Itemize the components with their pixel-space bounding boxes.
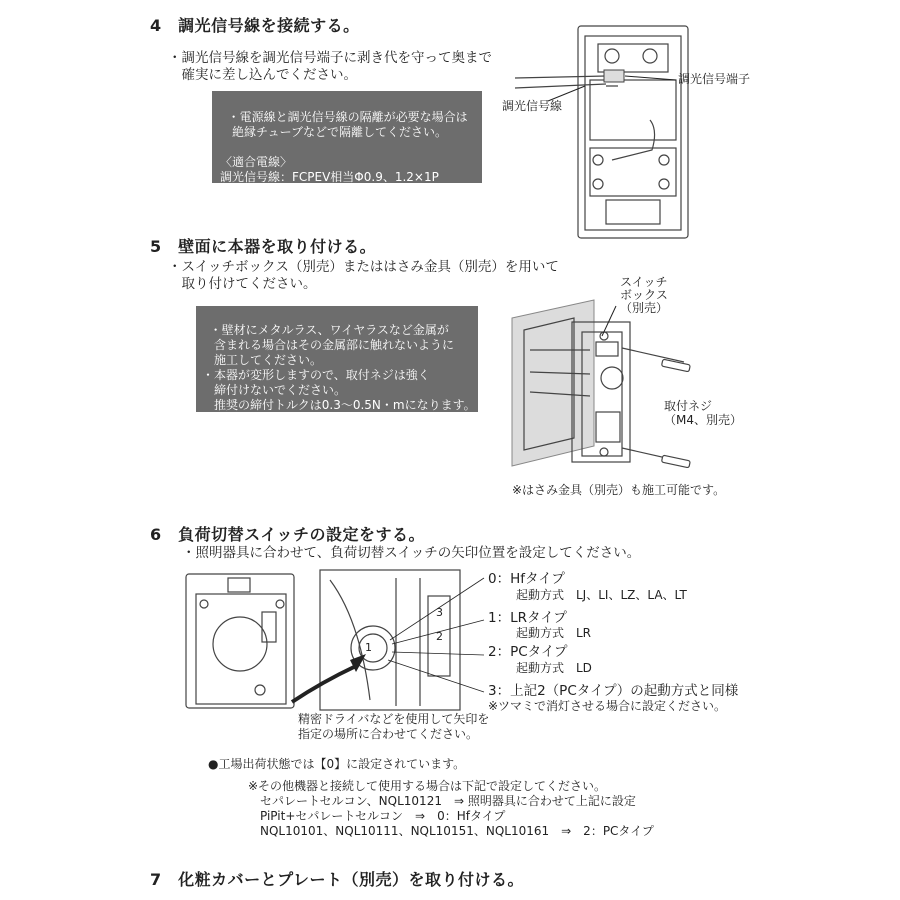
wire-label: 調光信号線 — [502, 99, 563, 113]
step6-heading: 6 負荷切替スイッチの設定をする。 — [150, 525, 425, 544]
other-devices-note: ※その他機器と接続して使用する場合は下記で設定してください。 セパレートセルコン、NQL10121 ⇒ 照明器具に合わせて上記に設定 PiPit+セパレートセルコン ⇒ 0：Hfタイプ NQL10101、NQL10111、NQL10151、NQL10161 ⇒ 2：PCタイプ — [248, 779, 654, 838]
step4-heading: 4 調光信号線を接続する。 — [150, 16, 360, 35]
switch-box-label: スイッチ ボックス （別売） — [620, 275, 669, 315]
step5-instruction: ・スイッチボックス（別売）またははさみ金具（別売）を用いて 取り付けてください。 — [168, 259, 559, 292]
tool-note: 精密ドライバなどを使用して矢印を 指定の場所に合わせてください。 — [298, 712, 490, 741]
setting-1-title: 1：LRタイプ — [488, 610, 567, 626]
setting-1-detail: 起動方式 LR — [516, 626, 592, 640]
factory-setting: ●工場出荷状態では【0】に設定されています。 — [208, 757, 466, 771]
setting-0-title: 0：Hfタイプ — [488, 571, 565, 587]
setting-2-title: 2：PCタイプ — [488, 644, 568, 660]
terminal-label: 調光信号端子 — [678, 72, 751, 86]
setting-0-detail: 起動方式 LJ、LI、LZ、LA、LT — [516, 588, 687, 602]
setting-3-detail: ※ツマミで消灯させる場合に設定ください。 — [488, 699, 727, 713]
screw-label: 取付ネジ （M4、別売） — [664, 399, 742, 427]
dial-digit-2: 2 — [436, 630, 443, 643]
step5-footnote: ※はさみ金具（別売）も施工可能です。 — [512, 483, 726, 497]
setting-2-detail: 起動方式 LD — [516, 661, 592, 675]
setting-3-title: 3：上記2（PCタイプ）の起動方式と同様 — [488, 683, 739, 699]
dial-digit-3: 3 — [436, 606, 443, 619]
dial-digit-1: 1 — [365, 641, 372, 654]
step7-heading: 7 化粧カバーとプレート（別売）を取り付ける。 — [150, 870, 524, 889]
step5-note-text: ・壁材にメタルラス、ワイヤラスなど金属が 含まれる場合はその金属部に触れないように 施工してください。 ・本器が変形しますので、取付ネジは強く 締付けないでください。 推奨の締付トルクは0.3～0.5N・mになります。 ・表示に合わせて正しい向きで取り付けてください。 — [202, 323, 491, 427]
step5-heading: 5 壁面に本器を取り付ける。 — [150, 237, 377, 256]
step4-note-text: ・電源線と調光信号線の隔離が必要な場合は 絶縁チューブなどで隔離してください。 〈適合電線〉 調光信号線：FCPEV相当Φ0.9、1.2×1P （剥き代7～9mm） — [220, 110, 468, 199]
step4-instruction: ・調光信号線を調光信号端子に剥き代を守って奥まで 確実に差し込んでください。 — [168, 50, 492, 83]
step6-instruction: ・照明器具に合わせて、負荷切替スイッチの矢印位置を設定してください。 — [182, 545, 641, 561]
